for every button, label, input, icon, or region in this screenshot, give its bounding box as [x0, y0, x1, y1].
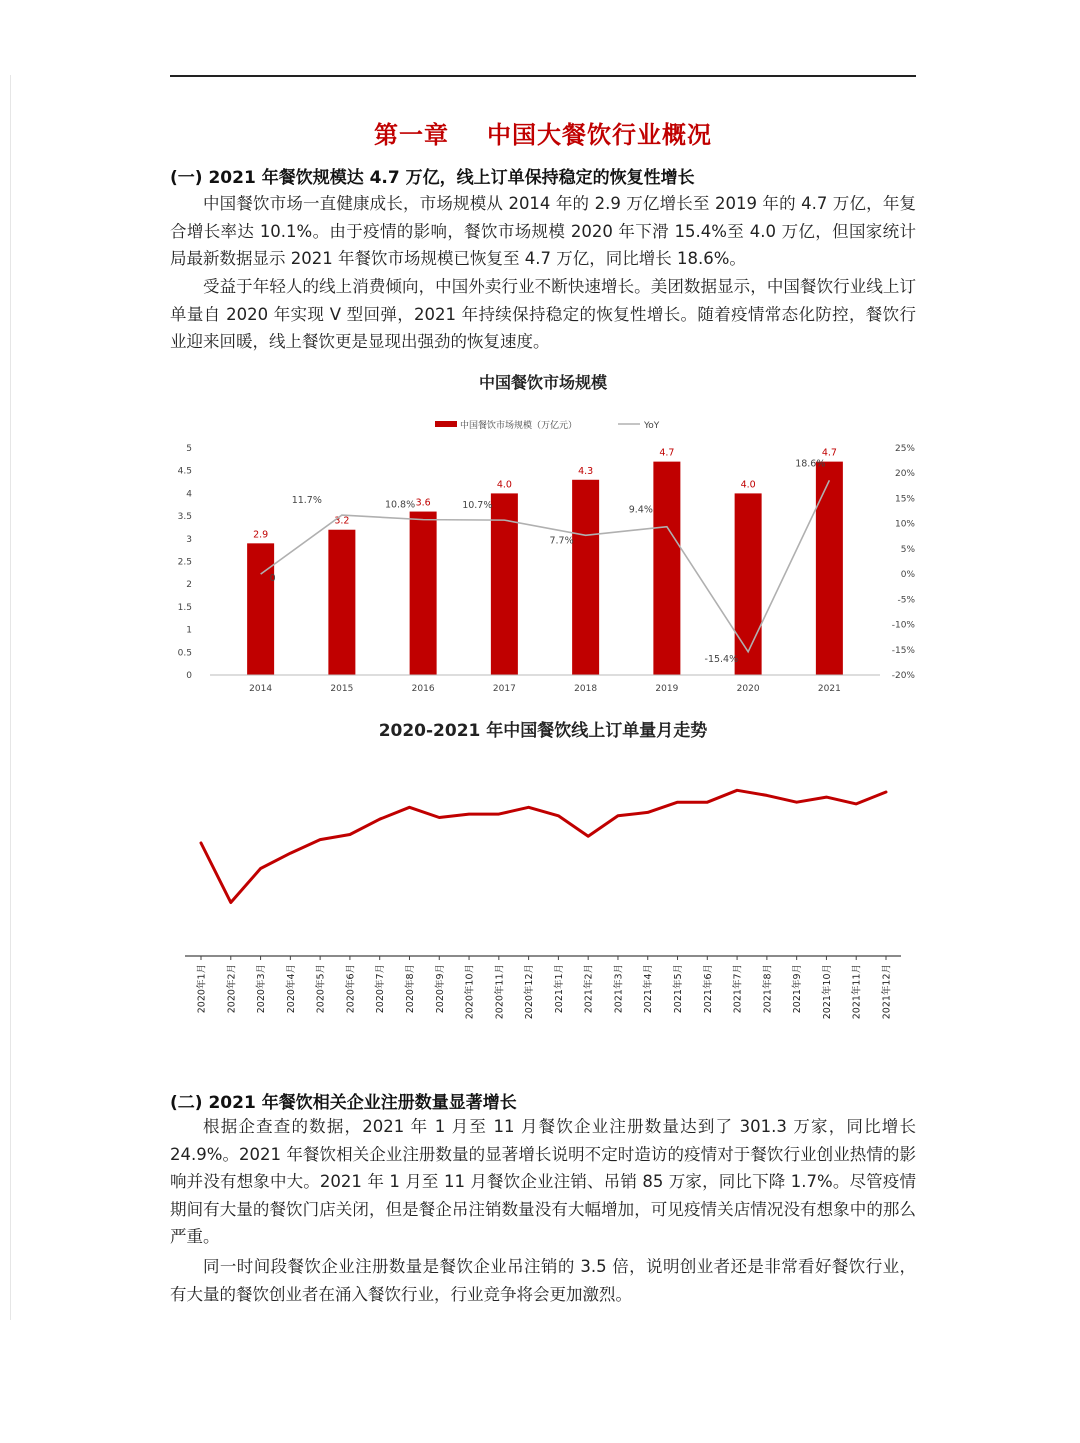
right-axis-tick-label: -15%	[891, 645, 915, 656]
section2-heading: (二) 2021 年餐饮相关企业注册数量显著增长	[170, 1093, 517, 1113]
month-label: 2020年2月	[226, 964, 238, 1014]
bar-value-label: 4.7	[821, 447, 837, 459]
month-label: 2020年8月	[404, 964, 416, 1014]
month-label: 2020年1月	[196, 964, 208, 1014]
bar-value-label: 3.2	[334, 515, 350, 527]
yoy-value-label: 18.6%	[795, 458, 826, 470]
yoy-value-label: 0	[269, 573, 276, 585]
month-label: 2021年7月	[732, 964, 744, 1014]
month-label: 2020年5月	[315, 964, 327, 1014]
section1-heading: (一) 2021 年餐饮规模达 4.7 万亿，线上订单保持稳定的恢复性增长	[170, 168, 695, 188]
month-label: 2020年7月	[375, 964, 387, 1014]
month-label: 2020年4月	[285, 964, 297, 1014]
x-axis-year-label: 2020	[736, 684, 760, 694]
market-size-chart	[170, 405, 930, 705]
month-label: 2021年10月	[821, 964, 833, 1020]
yoy-value-label: -15.4%	[704, 653, 739, 665]
left-axis-tick-label: 5	[186, 444, 192, 454]
left-axis-tick-label: 0.5	[177, 648, 192, 659]
left-axis-tick-label: 3	[186, 534, 192, 545]
bar-value-label: 4.0	[740, 479, 756, 491]
month-label: 2021年8月	[762, 964, 774, 1014]
header-rule	[170, 75, 916, 77]
right-axis-tick-label: -20%	[891, 671, 915, 681]
market-size-bar	[410, 512, 437, 675]
yoy-value-label: 10.7%	[462, 500, 493, 512]
market-size-bar	[735, 493, 762, 675]
bar-value-label: 4.7	[659, 447, 675, 459]
x-axis-year-label: 2021	[817, 684, 841, 694]
left-axis-tick-label: 1	[186, 625, 192, 636]
right-axis-tick-label: 25%	[894, 444, 915, 454]
bar-value-label: 4.0	[496, 479, 512, 491]
page-edge-line	[10, 75, 11, 1320]
chapter-number: 第一章	[374, 121, 449, 149]
market-size-bar	[247, 543, 274, 675]
month-label: 2021年1月	[553, 964, 565, 1014]
right-axis-tick-label: 10%	[894, 519, 915, 530]
right-axis-tick-label: 20%	[894, 469, 915, 480]
left-axis-tick-label: 4.5	[177, 466, 192, 477]
x-axis-year-label: 2019	[655, 684, 679, 694]
month-label: 2021年3月	[613, 964, 625, 1014]
right-axis-tick-label: -5%	[897, 595, 915, 606]
month-label: 2020年9月	[434, 964, 446, 1014]
month-label: 2020年11月	[494, 964, 506, 1020]
left-axis-tick-label: 0	[186, 671, 192, 681]
chapter-name: 中国大餐饮行业概况	[487, 121, 712, 149]
market-chart-title: 中国餐饮市场规模	[478, 373, 607, 392]
yoy-value-label: 9.4%	[628, 504, 653, 516]
left-axis-tick-label: 2	[186, 580, 192, 591]
market-size-bar	[653, 462, 680, 675]
month-label: 2020年10月	[464, 964, 476, 1020]
chapter-title	[170, 115, 916, 150]
x-axis-year-label: 2017	[492, 684, 516, 694]
x-axis-year-label: 2018	[574, 684, 598, 694]
x-axis-year-label: 2014	[249, 684, 273, 694]
right-axis-tick-label: 15%	[894, 494, 915, 505]
section1-paragraph-2: 受益于年轻人的线上消费倾向，中国外卖行业不断快速增长。美团数据显示，中国餐饮行业线上订单量自 2020 年实现 V 型回弹，2021 年持续保持稳定的恢复性增长。随着疫情常态化防控，餐饮行业迎来回暖，线上餐饮更是显现出强劲的恢复速度。	[170, 277, 916, 351]
month-label: 2021年6月	[702, 964, 714, 1014]
market-size-bar	[328, 530, 355, 675]
left-axis-tick-label: 2.5	[177, 557, 192, 568]
orders-chart-title: 2020-2021 年中国餐饮线上订单量月走势	[378, 721, 708, 741]
bar-value-label: 3.6	[415, 497, 431, 509]
month-label: 2020年3月	[256, 964, 268, 1014]
market-size-bar	[816, 462, 843, 675]
month-label: 2020年6月	[345, 964, 357, 1014]
month-label: 2021年11月	[851, 964, 863, 1020]
online-orders-line	[201, 790, 886, 902]
bar-value-label: 4.3	[578, 465, 594, 477]
legend-bar-label: 中国餐饮市场规模（万亿元）	[460, 421, 578, 431]
month-label: 2021年9月	[792, 964, 804, 1014]
chart-legend	[435, 419, 660, 431]
yoy-value-label: 10.8%	[384, 499, 416, 511]
market-size-bar	[572, 480, 599, 675]
left-axis-tick-label: 4	[186, 489, 192, 500]
left-axis-tick-label: 1.5	[177, 602, 192, 613]
bar-value-label: 2.9	[253, 529, 269, 541]
section2-paragraph-1: 根据企查查的数据，2021 年 1 月至 11 月餐饮企业注册数量达到了 301.3 万家，同比增长 24.9%。2021 年餐饮相关企业注册数量的显著增长说明不定时造访的疫情对于餐饮行业创业热情的影响并没有想象中大。2021 年 1 月至 11 月餐饮企业注销、吊销 85 万家，同比下降 1.7%。尽管疫情期间有大量的餐饮门店关闭，但是餐企吊注销数量没有大幅增加，可见疫情关店情况没有想象中的那么严重。	[170, 1117, 916, 1246]
section2-paragraph-2: 同一时间段餐饮企业注册数量是餐饮企业吊注销的 3.5 倍，说明创业者还是非常看好餐饮行业，有大量的餐饮创业者在涌入餐饮行业，行业竞争将会更加激烈。	[170, 1257, 916, 1304]
month-label: 2021年4月	[643, 964, 655, 1014]
right-axis-tick-label: -10%	[891, 620, 915, 631]
legend-bar-swatch	[435, 421, 457, 427]
month-label: 2020年12月	[524, 964, 536, 1020]
online-orders-chart	[170, 745, 916, 1035]
yoy-value-label: 11.7%	[291, 495, 322, 507]
month-label: 2021年12月	[881, 964, 893, 1020]
x-axis-year-label: 2015	[330, 684, 354, 694]
section1-paragraph-1: 中国餐饮市场一直健康成长，市场规模从 2014 年的 2.9 万亿增长至 2019 年的 4.7 万亿，年复合增长率达 10.1%。由于疫情的影响，餐饮市场规模 2020 年下滑 15.4%至 4.0 万亿，但国家统计局最新数据显示 2021 年餐饮市场规模已恢复至 4.7 万亿，同比增长 18.6%。	[170, 194, 916, 268]
right-axis-tick-label: 0%	[900, 570, 915, 581]
legend-line-label: YoY	[644, 421, 660, 431]
left-axis-tick-label: 3.5	[177, 512, 192, 523]
yoy-value-label: 7.7%	[549, 535, 574, 547]
right-axis-tick-label: 5%	[900, 544, 915, 555]
x-axis-year-label: 2016	[411, 684, 435, 694]
month-label: 2021年5月	[673, 964, 685, 1014]
month-label: 2021年2月	[583, 964, 595, 1014]
